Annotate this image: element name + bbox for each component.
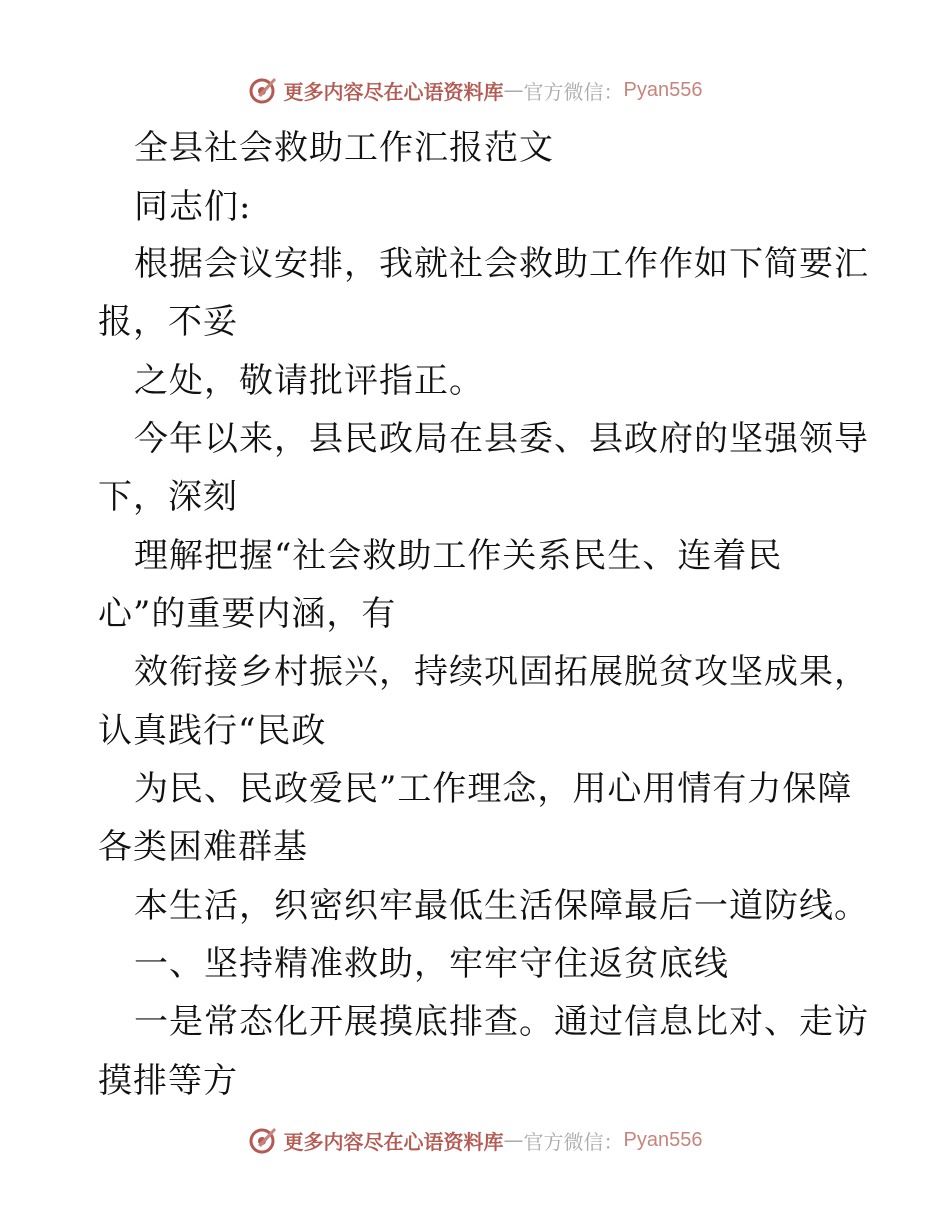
text-line: 今年以来，县民政局在县委、县政府的坚强领导	[134, 419, 869, 459]
text-line: 一是常态化开展摸底排查。通过信息比对、走访	[134, 1002, 869, 1042]
section-heading: 一、坚持精准救助，牢牢守住返贫底线	[134, 944, 729, 984]
text-line: 理解把握“社会救助工作关系民生、连着民	[134, 536, 783, 576]
text-line: 之处，敬请批评指正。	[134, 361, 484, 401]
text-line: 为民、民政爱民”工作理念，用心用情有力保障	[134, 769, 853, 809]
text-line: 摸排等方	[98, 1061, 238, 1101]
text-line: 认真践行“民政	[98, 711, 327, 751]
text-line: 本生活，织密织牢最低生活保障最后一道防线。	[134, 886, 869, 926]
banner-dash: —	[503, 1128, 524, 1152]
footer-banner	[0, 1123, 950, 1157]
banner-wechat-label: 官方微信：	[523, 79, 624, 104]
banner-text: 更多内容尽在心语资料库	[283, 1129, 504, 1154]
text-line: 报，不妥	[98, 302, 238, 342]
text-line: 各类困难群基	[98, 827, 308, 867]
document-title: 全县社会救助工作汇报范文	[134, 128, 554, 168]
quill-logo-icon	[248, 75, 278, 105]
header-banner	[0, 73, 950, 107]
text-line: 心”的重要内涵，有	[98, 594, 397, 634]
quill-logo-icon	[248, 1125, 278, 1155]
text-line: 下，深刻	[98, 477, 238, 517]
banner-wechat-id: Pyan556	[623, 1128, 703, 1151]
text-line: 同志们:	[134, 187, 252, 227]
banner-dash: —	[503, 78, 524, 102]
text-line: 效衔接乡村振兴，持续巩固拓展脱贫攻坚成果，	[134, 652, 869, 692]
banner-text: 更多内容尽在心语资料库	[283, 79, 504, 104]
text-line: 根据会议安排，我就社会救助工作作如下简要汇	[134, 244, 869, 284]
banner-wechat-id: Pyan556	[623, 78, 703, 101]
banner-wechat-label: 官方微信：	[523, 1129, 624, 1154]
